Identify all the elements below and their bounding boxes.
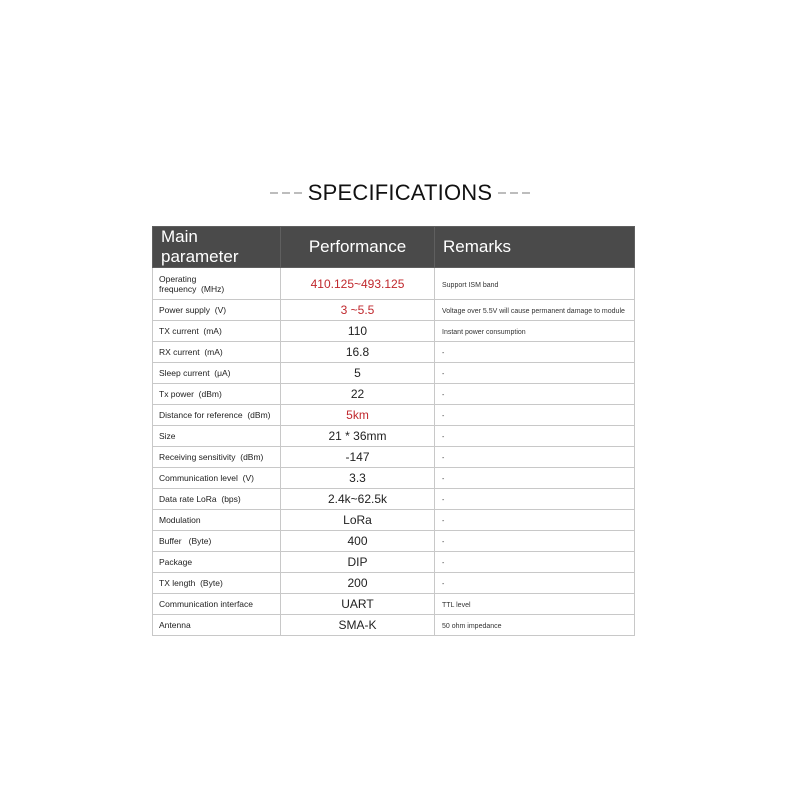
performance-cell: 110 xyxy=(281,321,435,342)
table-row xyxy=(153,510,635,531)
performance-cell: 5km xyxy=(281,405,435,426)
parameter-cell: Modulation xyxy=(153,510,281,531)
parameter-cell: Distance for reference (dBm) xyxy=(153,405,281,426)
parameter-cell: Buffer (Byte) xyxy=(153,531,281,552)
spec-table-body xyxy=(153,268,635,636)
table-row xyxy=(153,552,635,573)
parameter-cell: Receiving sensitivity (dBm) xyxy=(153,447,281,468)
performance-cell: -147 xyxy=(281,447,435,468)
parameter-cell: Tx power (dBm) xyxy=(153,384,281,405)
parameter-cell: Communication level (V) xyxy=(153,468,281,489)
page-title: SPECIFICATIONS xyxy=(307,180,493,205)
remark-cell: - xyxy=(435,510,635,531)
remark-cell: Voltage over 5.5V will cause permanent damage to module xyxy=(435,300,635,321)
left-dash-decoration xyxy=(270,192,302,194)
performance-cell: 200 xyxy=(281,573,435,594)
performance-cell: 3 ~5.5 xyxy=(281,300,435,321)
table-row xyxy=(153,615,635,636)
performance-cell: 21 * 36mm xyxy=(281,426,435,447)
performance-cell: 22 xyxy=(281,384,435,405)
header-performance: Performance xyxy=(281,227,435,268)
remark-cell: - xyxy=(435,531,635,552)
performance-cell: DIP xyxy=(281,552,435,573)
table-row xyxy=(153,321,635,342)
parameter-cell: Size xyxy=(153,426,281,447)
parameter-cell: Sleep current (μA) xyxy=(153,363,281,384)
remark-cell: Instant power consumption xyxy=(435,321,635,342)
spec-title-bar xyxy=(0,180,800,206)
parameter-cell: Operating frequency (MHz) xyxy=(153,268,281,300)
spec-table-header xyxy=(153,227,635,268)
performance-cell: 400 xyxy=(281,531,435,552)
header-main-parameter: Main parameter xyxy=(153,227,281,268)
performance-cell: 16.8 xyxy=(281,342,435,363)
remark-cell: - xyxy=(435,342,635,363)
header-remarks: Remarks xyxy=(435,227,635,268)
table-row xyxy=(153,468,635,489)
remark-cell: - xyxy=(435,426,635,447)
performance-cell: 3.3 xyxy=(281,468,435,489)
remark-cell: - xyxy=(435,573,635,594)
performance-cell: UART xyxy=(281,594,435,615)
performance-cell: SMA-K xyxy=(281,615,435,636)
table-row xyxy=(153,573,635,594)
table-row xyxy=(153,342,635,363)
right-dash-decoration xyxy=(498,192,530,194)
table-row xyxy=(153,405,635,426)
parameter-cell: Power supply (V) xyxy=(153,300,281,321)
remark-cell: TTL level xyxy=(435,594,635,615)
table-row xyxy=(153,447,635,468)
table-row xyxy=(153,489,635,510)
table-row xyxy=(153,426,635,447)
performance-cell: 410.125~493.125 xyxy=(281,268,435,300)
remark-cell: - xyxy=(435,552,635,573)
parameter-cell: Communication interface xyxy=(153,594,281,615)
remark-cell: - xyxy=(435,363,635,384)
performance-cell: 2.4k~62.5k xyxy=(281,489,435,510)
parameter-cell: Package xyxy=(153,552,281,573)
table-row xyxy=(153,594,635,615)
remark-cell: - xyxy=(435,468,635,489)
table-row xyxy=(153,363,635,384)
remark-cell: - xyxy=(435,384,635,405)
parameter-cell: RX current (mA) xyxy=(153,342,281,363)
remark-cell: 50 ohm impedance xyxy=(435,615,635,636)
remark-cell: - xyxy=(435,489,635,510)
table-row xyxy=(153,268,635,300)
remark-cell: - xyxy=(435,447,635,468)
remark-cell: - xyxy=(435,405,635,426)
parameter-cell: TX current (mA) xyxy=(153,321,281,342)
spec-table xyxy=(152,226,635,636)
table-row xyxy=(153,300,635,321)
performance-cell: LoRa xyxy=(281,510,435,531)
header-row xyxy=(153,227,635,268)
performance-cell: 5 xyxy=(281,363,435,384)
table-row xyxy=(153,531,635,552)
parameter-cell: Antenna xyxy=(153,615,281,636)
parameter-cell: Data rate LoRa (bps) xyxy=(153,489,281,510)
remark-cell: Support ISM band xyxy=(435,268,635,300)
table-row xyxy=(153,384,635,405)
parameter-cell: TX length (Byte) xyxy=(153,573,281,594)
